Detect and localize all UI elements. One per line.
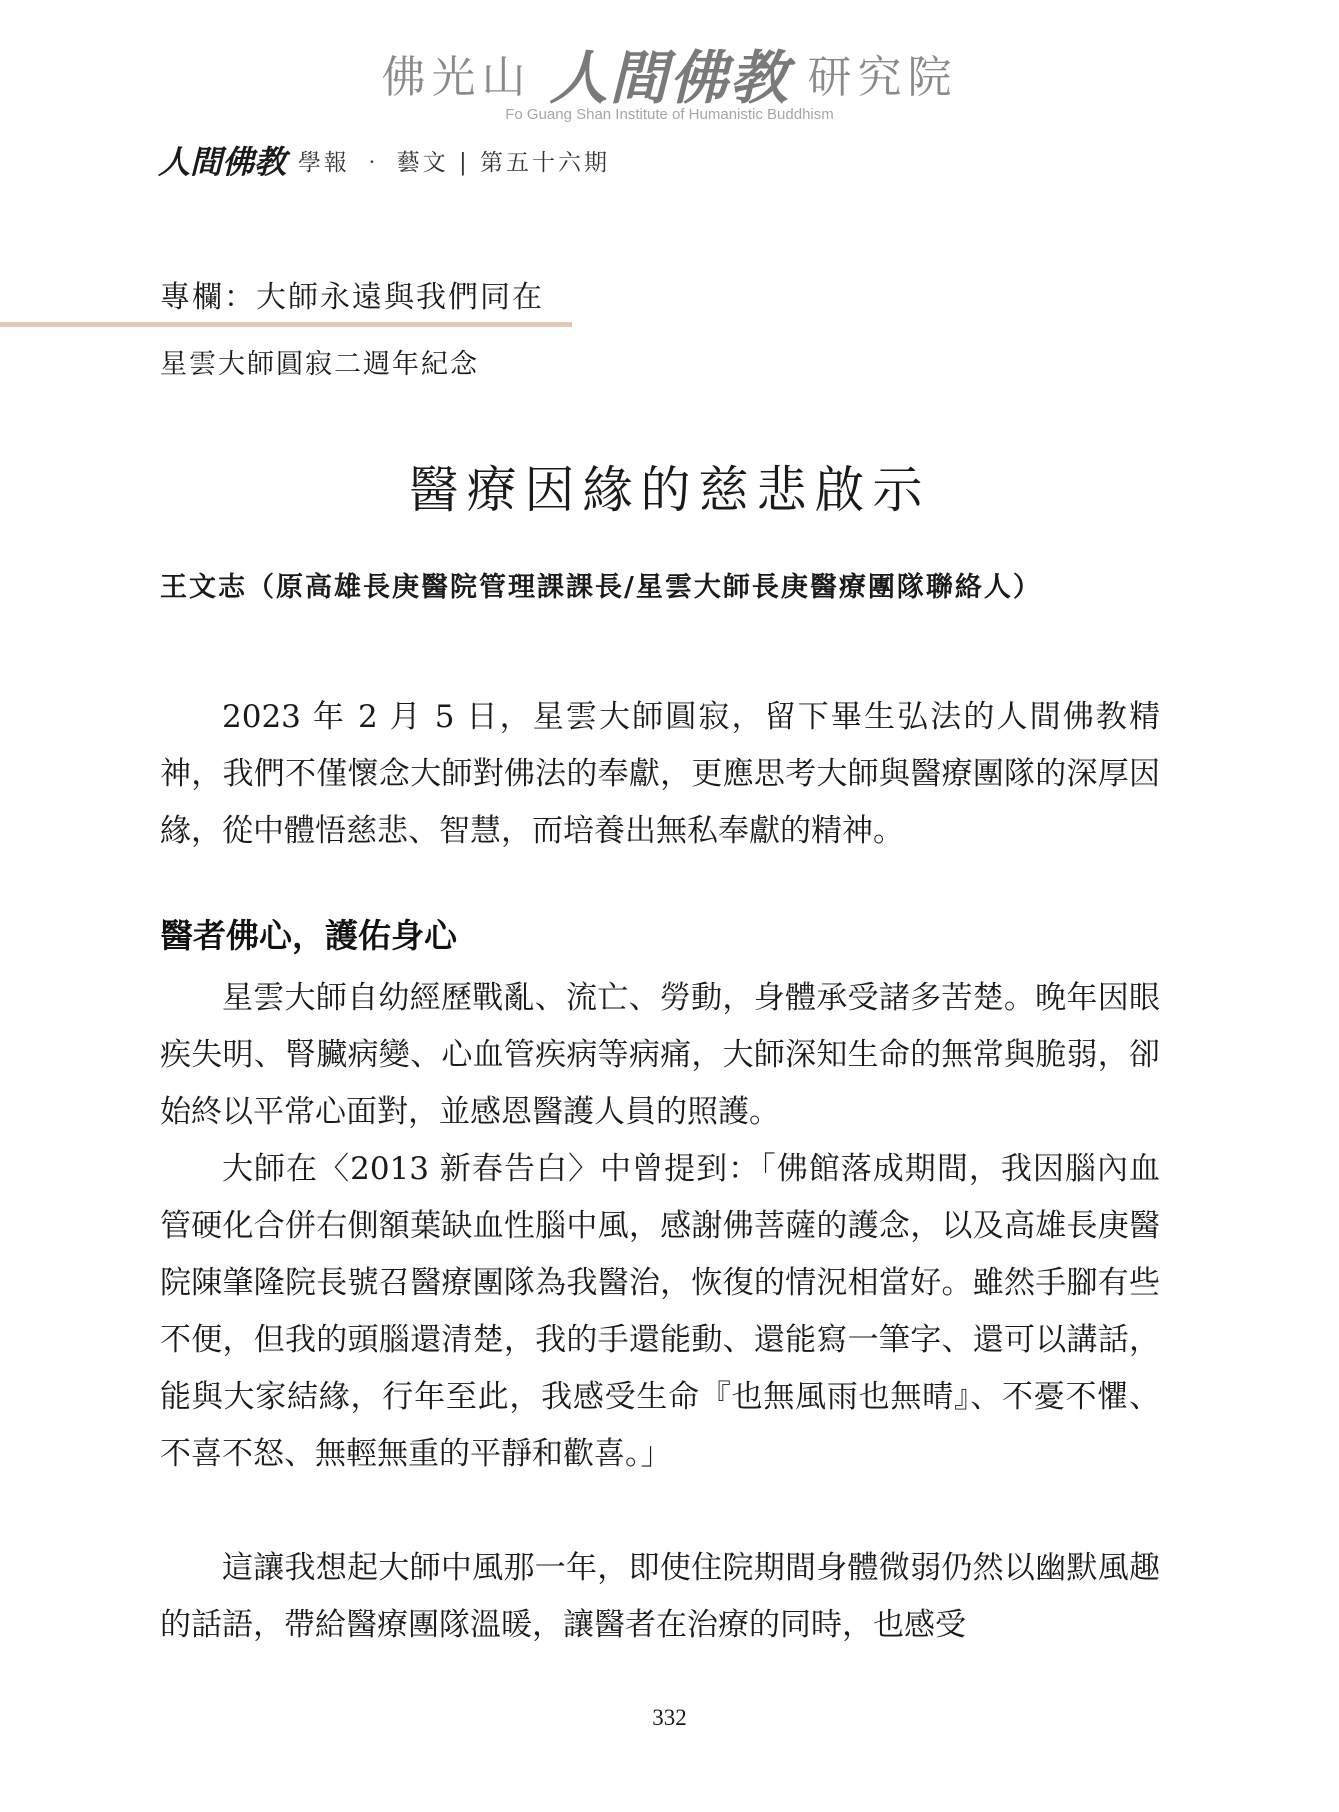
- paragraph-intro: 2023 年 2 月 5 日，星雲大師圓寂，留下畢生弘法的人間佛教精神，我們不僅懷念大師對佛法的奉獻，更應思考大師與醫療團隊的深厚因緣，從中體悟慈悲、智慧，而培養出無私奉獻的精神。: [160, 699, 1160, 849]
- column-divider: [0, 322, 572, 327]
- journal-logo: 人間佛教: [158, 143, 287, 181]
- institute-logo: 人間佛教: [549, 44, 790, 112]
- page-number: 332: [652, 1705, 687, 1730]
- institute-name-right: 研究院: [807, 52, 958, 103]
- article-title: 醫療因緣的慈悲啟示: [408, 461, 931, 519]
- paragraph-body-3: 這讓我想起大師中風那一年，即使住院期間身體微弱仍然以幽默風趣的話語，帶給醫療團隊溫暖，讓醫者在治療的同時，也感受: [160, 1550, 1160, 1643]
- institute-english-name: Fo Guang Shan Institute of Humanistic Buddhism: [505, 106, 834, 123]
- column-subtitle: 星雲大師圓寂二週年紀念: [160, 349, 479, 380]
- article-author: 王文志（原高雄長庚醫院管理課課長/星雲大師長庚醫療團隊聯絡人）: [160, 572, 1042, 603]
- paragraph-body-1: 星雲大師自幼經歷戰亂、流亡、勞動，身體承受諸多苦楚。晚年因眼疾失明、腎臟病變、心血管疾病等病痛，大師深知生命的無常與脆弱，卻始終以平常心面對，並感恩醫護人員的照護。: [160, 980, 1160, 1130]
- paragraph-body-2: 大師在〈2013 新春告白〉中曾提到：「佛館落成期間，我因腦內血管硬化合併右側額葉缺血性腦中風，感謝佛菩薩的護念，以及高雄長庚醫院陳肇隆院長號召醫療團隊為我醫治，恢復的情況相當好。雖然手腳有些不便，但我的頭腦還清楚，我的手還能動、還能寫一筆字、還可以講話，能與大家結緣，行年至此，我感受生命『也無風雨也無晴』、不憂不懼、不喜不怒、無輕無重的平靜和歡喜。」: [160, 1151, 1160, 1472]
- section-heading: 醫者佛心，護佑身心: [160, 916, 457, 955]
- column-title: 專欄：大師永遠與我們同在: [160, 280, 544, 315]
- journal-header: [158, 140, 610, 180]
- institute-header: [0, 38, 1339, 112]
- institute-name-left: 佛光山: [381, 52, 532, 103]
- journal-issue-line: 學報 ‧ 藝文 | 第五十六期: [298, 149, 611, 176]
